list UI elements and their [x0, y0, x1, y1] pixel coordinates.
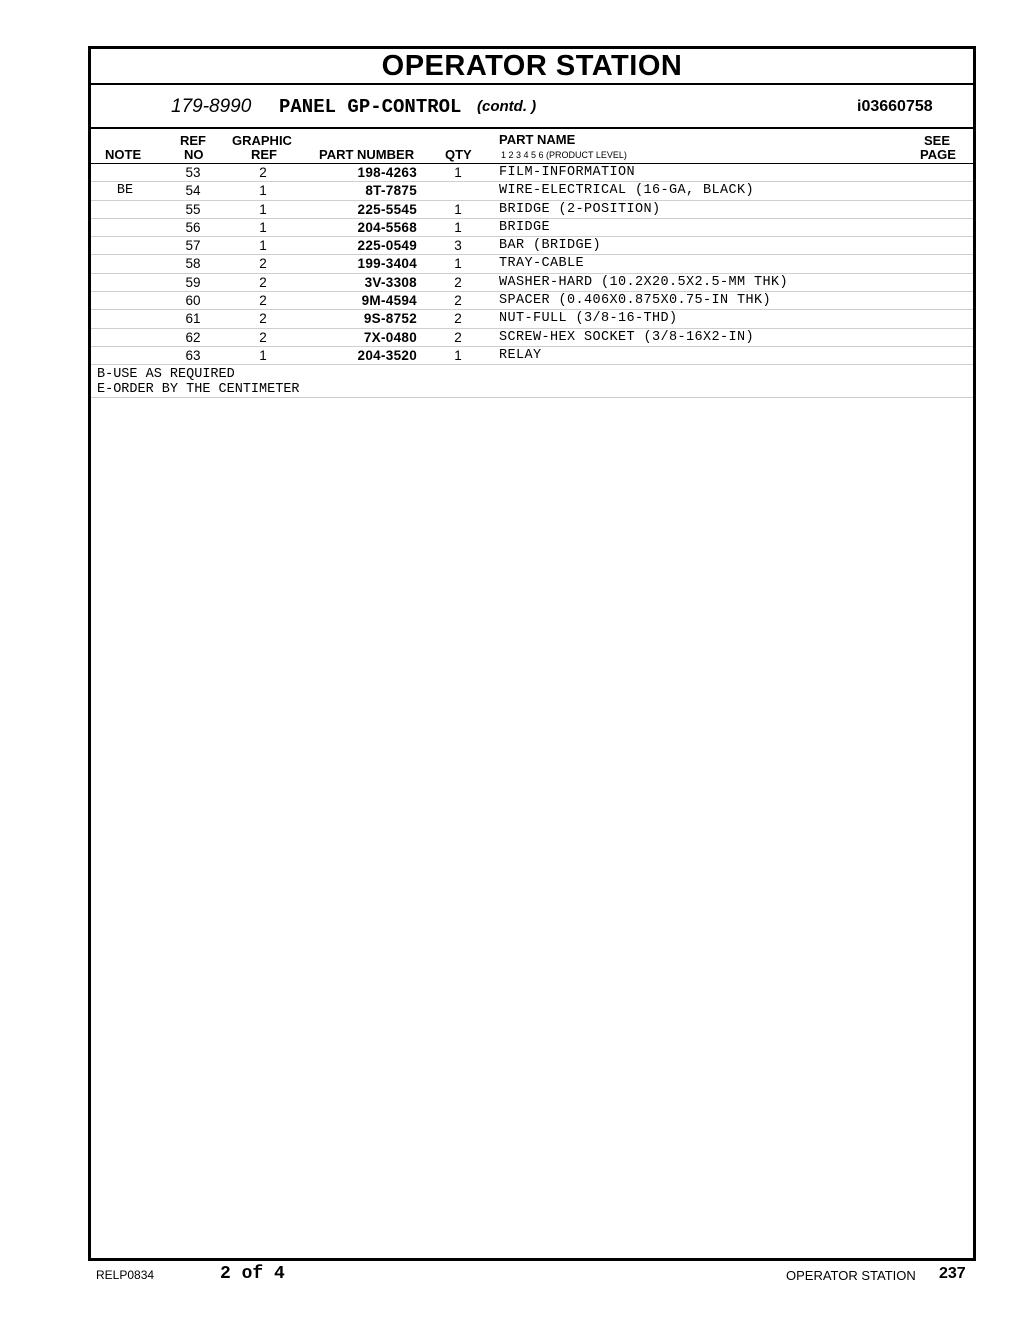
ref-no-cell: 59 — [185, 274, 201, 290]
graphic-ref-cell: 2 — [259, 274, 267, 290]
notes-section — [91, 365, 973, 398]
ref-no-cell: 53 — [185, 165, 201, 180]
note-line: E-ORDER BY THE CENTIMETER — [97, 382, 300, 398]
part-name-cell: SCREW-HEX SOCKET (3/8-16X2-IN) — [499, 329, 755, 345]
note-line: B-USE AS REQUIRED — [97, 367, 235, 383]
ref-no-cell: 60 — [185, 293, 201, 309]
col-part-name: PART NAME — [499, 132, 576, 147]
parts-table-body — [91, 164, 973, 365]
qty-cell: 2 — [454, 329, 462, 345]
page-footer — [0, 1262, 1020, 1292]
part-name-cell: RELAY — [499, 347, 542, 363]
graphic-ref-cell: 1 — [259, 238, 267, 254]
part-number-cell: 8T-7875 — [365, 183, 417, 199]
qty-cell: 2 — [454, 311, 462, 327]
table-row — [91, 292, 973, 310]
qty-cell: 2 — [454, 274, 462, 290]
graphic-ref-cell: 1 — [259, 201, 267, 217]
col-graphic-ref-line2: REF — [251, 147, 277, 162]
part-number-cell: 9S-8752 — [363, 311, 417, 327]
assembly-contd: (contd. ) — [477, 98, 537, 115]
ref-no-cell: 63 — [185, 347, 201, 363]
qty-cell: 1 — [454, 201, 462, 217]
ref-no-cell: 62 — [185, 329, 201, 345]
table-row — [91, 201, 973, 219]
table-row — [91, 329, 973, 347]
part-number-cell: 7X-0480 — [363, 329, 417, 345]
table-row — [91, 274, 973, 292]
table-row — [91, 255, 973, 273]
part-name-cell: BRIDGE (2-POSITION) — [499, 201, 661, 217]
qty-cell: 2 — [454, 293, 462, 309]
footer-page-of: 2 of 4 — [220, 1264, 285, 1284]
assembly-name: PANEL GP-CONTROL — [279, 96, 462, 118]
ref-no-cell: 61 — [185, 311, 201, 327]
part-name-cell: FILM-INFORMATION — [499, 165, 636, 180]
qty-cell: 1 — [454, 347, 462, 363]
footer-section: OPERATOR STATION — [786, 1268, 916, 1283]
ref-no-cell: 58 — [185, 256, 201, 272]
graphic-ref-cell: 1 — [259, 347, 267, 363]
part-number-cell: 198-4263 — [357, 165, 417, 180]
graphic-ref-cell: 2 — [259, 165, 267, 180]
col-graphic-ref-line1: GRAPHIC — [232, 133, 292, 148]
ref-no-cell: 54 — [185, 183, 201, 199]
note-cell: BE — [116, 183, 134, 199]
graphic-ref-cell: 2 — [259, 311, 267, 327]
part-name-cell: NUT-FULL (3/8-16-THD) — [499, 311, 678, 327]
page-title: OPERATOR STATION — [91, 49, 973, 85]
part-number-cell: 3V-3308 — [364, 274, 417, 290]
assembly-header — [91, 85, 973, 129]
col-product-level: 1 2 3 4 5 6 (PRODUCT LEVEL) — [501, 150, 627, 160]
col-see-page-line1: SEE — [924, 133, 951, 148]
part-number-cell: 9M-4594 — [361, 293, 417, 309]
table-row — [91, 219, 973, 237]
col-ref-no-line2: NO — [184, 147, 204, 162]
qty-cell: 1 — [454, 165, 462, 180]
graphic-ref-cell: 1 — [259, 219, 267, 235]
graphic-ref-cell: 2 — [259, 329, 267, 345]
part-name-cell: BAR (BRIDGE) — [499, 238, 602, 254]
col-note: NOTE — [105, 147, 142, 162]
part-number-cell: 204-3520 — [357, 347, 417, 363]
table-row — [91, 164, 973, 182]
part-name-cell: WASHER-HARD (10.2X20.5X2.5-MM THK) — [499, 274, 789, 290]
part-name-cell: WIRE-ELECTRICAL (16-GA, BLACK) — [499, 183, 755, 199]
part-number-cell: 199-3404 — [357, 256, 417, 272]
col-see-page-line2: PAGE — [920, 147, 956, 162]
col-part-number: PART NUMBER — [319, 147, 415, 162]
part-name-cell: TRAY-CABLE — [499, 256, 585, 272]
illustration-id: i03660758 — [857, 98, 933, 115]
part-number-cell: 225-5545 — [357, 201, 417, 217]
part-number-cell: 225-0549 — [357, 238, 417, 254]
graphic-ref-cell: 1 — [259, 183, 267, 199]
col-ref-no-line1: REF — [180, 133, 206, 148]
part-number-cell: 204-5568 — [357, 219, 417, 235]
assembly-part-number: 179-8990 — [171, 96, 252, 117]
part-name-cell: SPACER (0.406X0.875X0.75-IN THK) — [499, 293, 772, 309]
qty-cell: 3 — [454, 238, 462, 254]
qty-cell: 1 — [454, 256, 462, 272]
part-name-cell: BRIDGE — [499, 219, 551, 235]
footer-doc-id: RELP0834 — [96, 1268, 155, 1282]
ref-no-cell: 55 — [185, 201, 201, 217]
table-row — [91, 182, 973, 200]
footer-page-number: 237 — [939, 1265, 966, 1282]
graphic-ref-cell: 2 — [259, 256, 267, 272]
parts-list-frame — [88, 46, 976, 1261]
ref-no-cell: 57 — [185, 238, 201, 254]
table-row — [91, 347, 973, 365]
table-row — [91, 237, 973, 255]
ref-no-cell: 56 — [185, 219, 201, 235]
qty-cell: 1 — [454, 219, 462, 235]
table-row — [91, 310, 973, 328]
col-qty: QTY — [445, 147, 472, 162]
graphic-ref-cell: 2 — [259, 293, 267, 309]
column-header — [91, 129, 973, 164]
